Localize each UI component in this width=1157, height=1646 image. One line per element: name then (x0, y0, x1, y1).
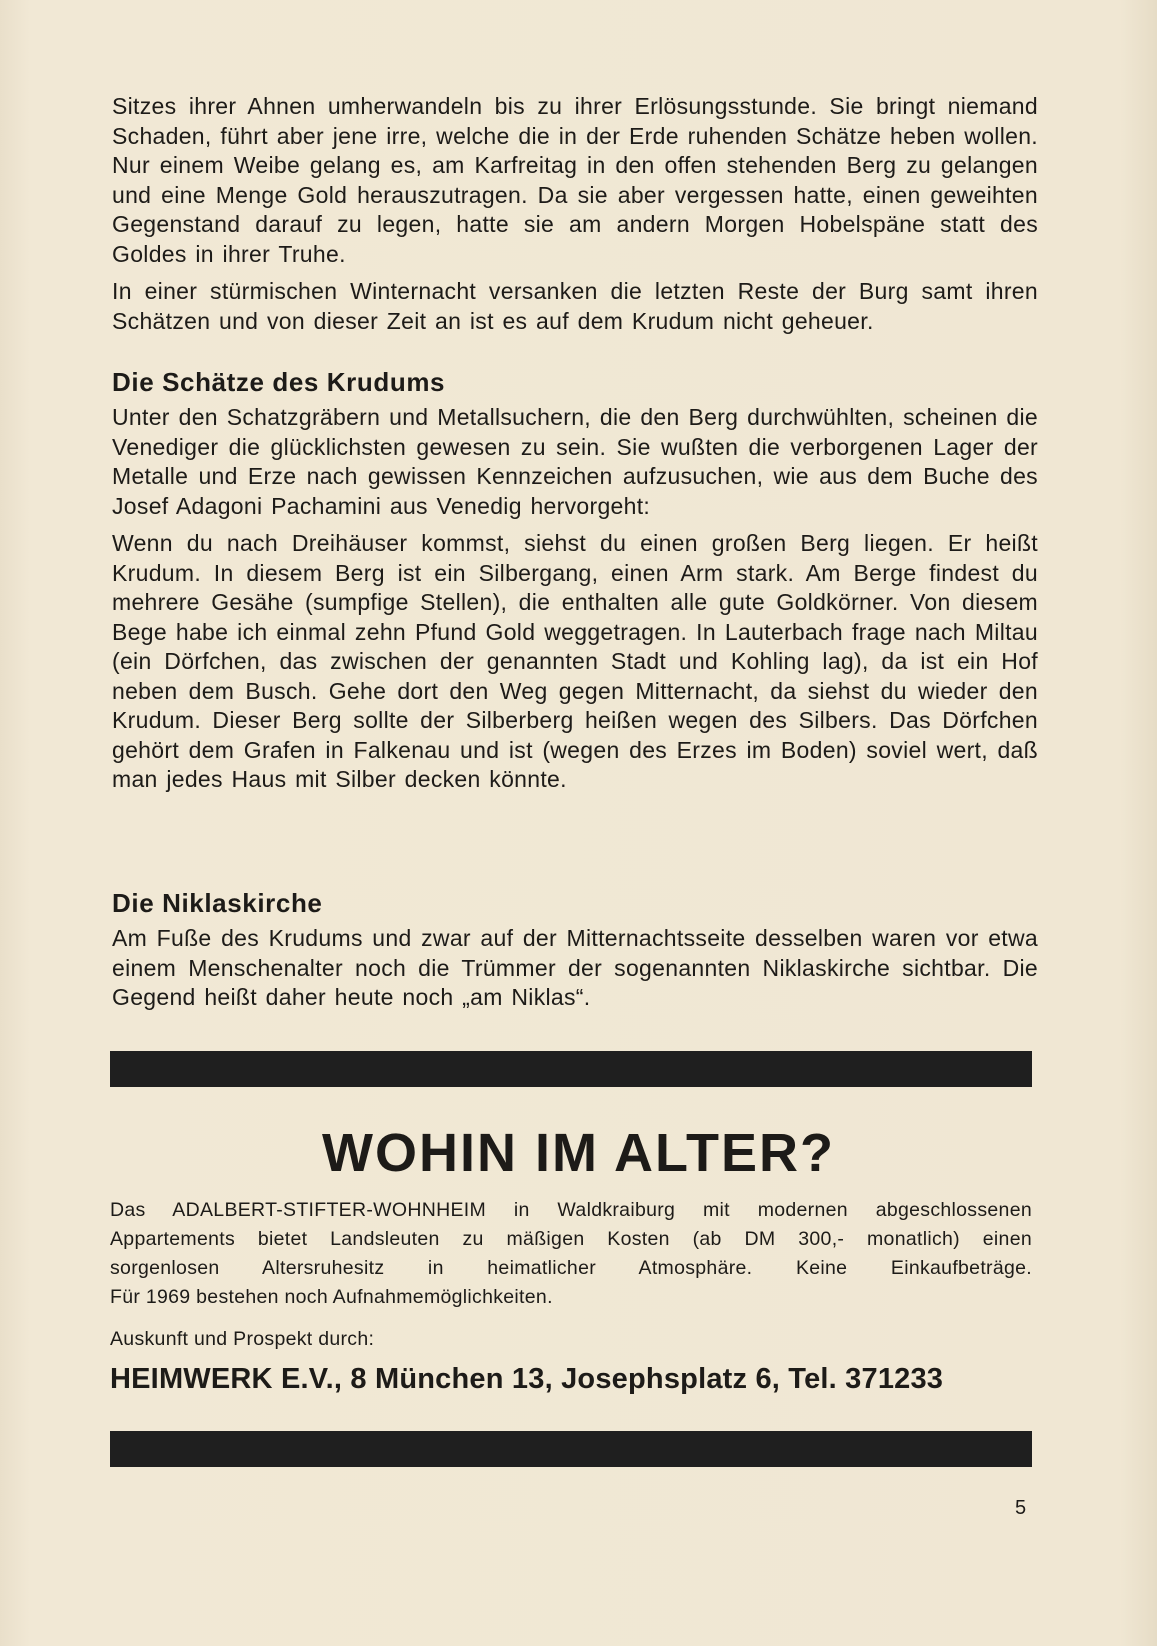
section-heading-niklaskirche: Die Niklaskirche (112, 888, 323, 918)
ad-contact: HEIMWERK E.V., 8 München 13, Josephsplatz 6, Tel. 371233 (110, 1363, 944, 1395)
section-treasures (112, 366, 1038, 795)
niklaskirche-paragraph: Am Fuße des Krudums und zwar auf der Mitternachtsseite desselben waren vor etwa einem Menschenalter noch die Trümmer der sogenannten Niklaskirche sichtbar. Die Gegend heißt daher heute noch „am Niklas“. (112, 925, 1038, 1010)
intro-paragraph-2: In einer stürmischen Winternacht versanken die letzten Reste der Burg samt ihren Schätzen und von dieser Zeit an ist es auf dem Krudum nicht geheuer. (112, 278, 1038, 334)
ad-info-label: Auskunft und Prospekt durch: (110, 1328, 375, 1350)
ad-bottom-bar (110, 1431, 1032, 1467)
ad-title: WOHIN IM ALTER? (322, 1123, 835, 1183)
intro-paragraph-1: Sitzes ihrer Ahnen umherwandeln bis zu ihrer Erlösungsstunde. Sie bringt niemand Schaden, führt aber jene irre, welche die in der Erde ruhenden Schätze heben wollen. Nur einem Weibe gelang es, am Karfreitag in den offen stehenden Berg zu gelangen und eine Menge Gold herauszutragen. Da sie aber vergessen hatte, einen geweihten Gegenstand darauf zu legen, hatte sie am andern Morgen Hobelspäne statt des Goldes in ihrer Truhe. (112, 93, 1038, 267)
ad-line: sorgenlosen Altersruhesitz in heimatlicher Atmosphäre. Keine Einkaufbeträge. (110, 1257, 1032, 1279)
treasures-paragraph-1: Unter den Schatzgräbern und Metallsuchern, die den Berg durchwühlten, scheinen die Venediger die glücklichsten gewesen zu sein. Sie wußten die verborgenen Lager der Metalle und Erze nach gewissen Kennzeichen aufzusuchen, wie aus dem Buche des Josef Adagoni Pachamini aus Venedig hervorgeht: (112, 404, 1038, 519)
treasures-paragraph-2: Wenn du nach Dreihäuser kommst, siehst du einen großen Berg liegen. Er heißt Krudum. In diesem Berg ist ein Silbergang, einen Arm stark. Am Berge findest du mehrere Gesähe (sumpfige Stellen), die enthalten alle gute Goldkörner. Von diesem Bege habe ich einmal zehn Pfund Gold weggetragen. In Lauterbach frage nach Miltau (ein Dörfchen, das zwischen der genannten Stadt und Kohling lag), da ist ein Hof neben dem Busch. Gehe dort den Weg gegen Mitternacht, da siehst du wieder den Krudum. Dieser Berg sollte der Silberberg heißen wegen des Silbers. Das Dörfchen gehört dem Grafen in Falkenau und ist (wegen des Erzes im Boden) soviel wert, daß man jedes Haus mit Silber decken könnte. (112, 530, 1038, 792)
intro-section (112, 92, 1038, 336)
page-number: 5 (1015, 1497, 1027, 1519)
section-heading-treasures: Die Schätze des Krudums (112, 367, 446, 397)
ad-description (110, 1196, 1032, 1312)
section-niklaskirche (112, 887, 1038, 1013)
ad-top-bar (110, 1051, 1032, 1087)
ad-line: Für 1969 bestehen noch Aufnahmemöglichkeiten. (110, 1286, 553, 1308)
ad-line: Das ADALBERT-STIFTER-WOHNHEIM in Waldkraiburg mit modernen abgeschlossenen (110, 1199, 1032, 1221)
ad-line: Appartements bietet Landsleuten zu mäßigen Kosten (ab DM 300,- monatlich) einen (110, 1228, 1032, 1250)
